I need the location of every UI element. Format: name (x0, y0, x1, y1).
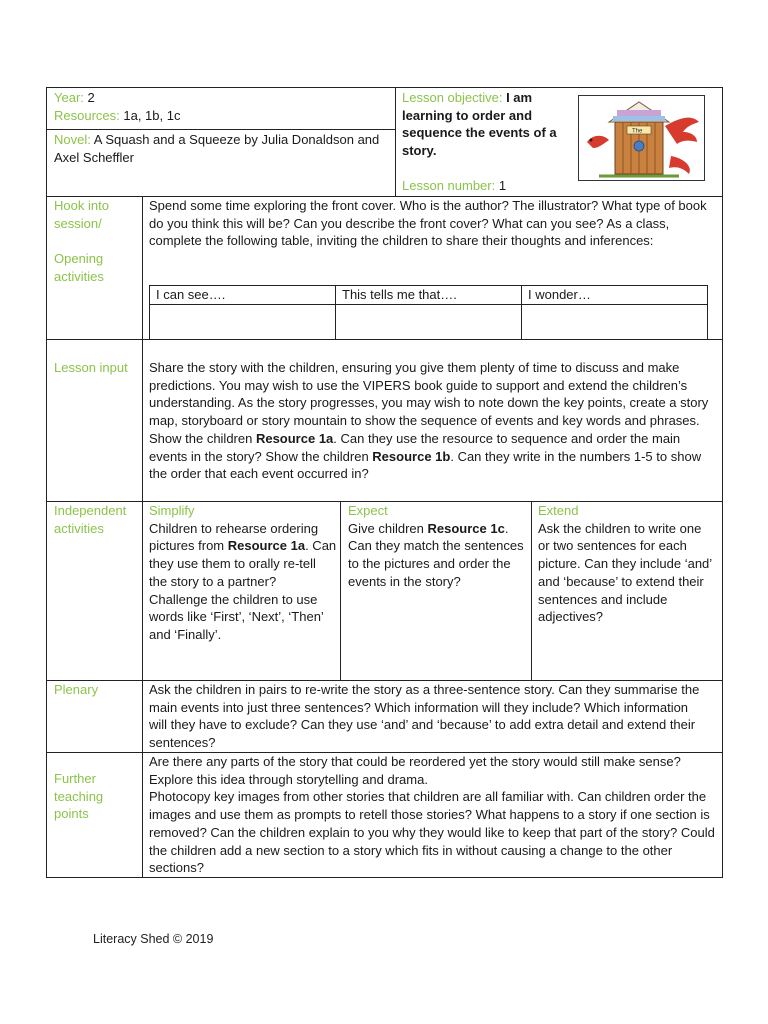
year-label: Year: (54, 90, 84, 105)
lesson-number-label: Lesson number: (402, 178, 496, 193)
header-this-tells-me: This tells me that…. (336, 286, 522, 305)
resources-label: Resources: (54, 107, 120, 123)
lesson-number-cell (402, 177, 602, 195)
empty-cell (522, 304, 708, 339)
svg-text:The: The (632, 128, 643, 135)
further-text: Are there any parts of the story that could be reordered yet the story would still make sense? Explore this idea through storytelling and drama. Photocopy key images from other stories that children are all familiar with. Can children order the images and use them as prompts to retell those stories? What happens to a story if one section is removed? Can the children explain to you why they would like to keep that part of the story? Could the children add a new section to a story which fits in without causing a change to the other sections? (149, 754, 715, 876)
inference-table (149, 285, 708, 340)
empty-cell (336, 304, 522, 339)
input-label: Lesson input (54, 360, 128, 375)
novel-cell (54, 131, 384, 166)
resources-value: 1a, 1b, 1c (123, 107, 181, 123)
simplify-cell: Simplify Children to rehearse ordering pictures from Resource 1a. Can they use them to orally re-tell the story to a partner? Challenge the children to use words like ‘First’, ‘Next’, ‘Then’ and ‘Finally’. (149, 503, 337, 642)
year-resources-cell (54, 89, 389, 124)
objective-label: Lesson objective: (402, 90, 503, 105)
header-i-can-see: I can see…. (150, 286, 336, 305)
plenary-text: Ask the children in pairs to re-write the story as a three-sentence story. Can they summarise the main events into just three sentences? Which information will they include? Which information will they have to exclude? Can they use ‘and’ and ‘because’ to add extra detail and extend their sentences? (149, 682, 700, 751)
dragon-shed-icon (579, 96, 704, 180)
simplify-label: Simplify (149, 503, 195, 518)
label-column-divider (142, 196, 143, 878)
hook-label: Hook into session/ Opening activities (54, 198, 109, 284)
year-value: 2 (87, 90, 95, 105)
footer-copyright: Literacy Shed © 2019 (93, 932, 214, 946)
independent-label: Independent activities (54, 503, 127, 536)
expect-label: Expect (348, 503, 388, 518)
extend-label: Extend (538, 503, 579, 518)
plenary-label: Plenary (54, 682, 99, 697)
header-inner-line (46, 129, 396, 130)
simplify-divider (340, 501, 341, 680)
library-shed-illustration (578, 95, 705, 181)
empty-cell (150, 304, 336, 339)
extend-cell: Extend Ask the children to write one or two sentences for each picture. Can they include ‘and’ and ‘because’ to extend their sentences and include adjectives? (538, 503, 712, 625)
expect-divider (531, 501, 532, 680)
header-divider (395, 87, 396, 196)
objective-cell (402, 89, 570, 160)
novel-value: A Squash and a Squeeze by Julia Donaldson and Axel Scheffler (54, 132, 380, 165)
novel-label: Novel: (54, 132, 91, 147)
input-text: Share the story with the children, ensuring you give them plenty of time to discuss and make predictions. You may wish to use the VIPERS book guide to support and extend the children’s understanding. As the story progresses, you may wish to note down the key points, create a story map, storyboard or story mountain to show the sequence of events and key words and phrases. Show the children Resource 1a. Can they use the resource to sequence and order the main events in the story? Show the children Resource 1b. Can they write in the numbers 1-5 to show the order that each event occurred in? (149, 360, 709, 482)
objective-value: I am learning to order and sequence the events of a story. (402, 90, 557, 159)
expect-cell: Expect Give children Resource 1c. Can they match the sentences to the pictures and order the events in the story? (348, 502, 526, 591)
hook-text: Spend some time exploring the front cover. Who is the author? The illustrator? What type of book do you think this will be? Can you describe the front cover? What can you see? As a class, complete the following table, inviting the children to share their thoughts and inferences: (149, 198, 707, 249)
header-i-wonder: I wonder… (522, 286, 708, 305)
further-label: Further teaching points (54, 771, 104, 822)
lesson-number-value: 1 (498, 178, 507, 193)
